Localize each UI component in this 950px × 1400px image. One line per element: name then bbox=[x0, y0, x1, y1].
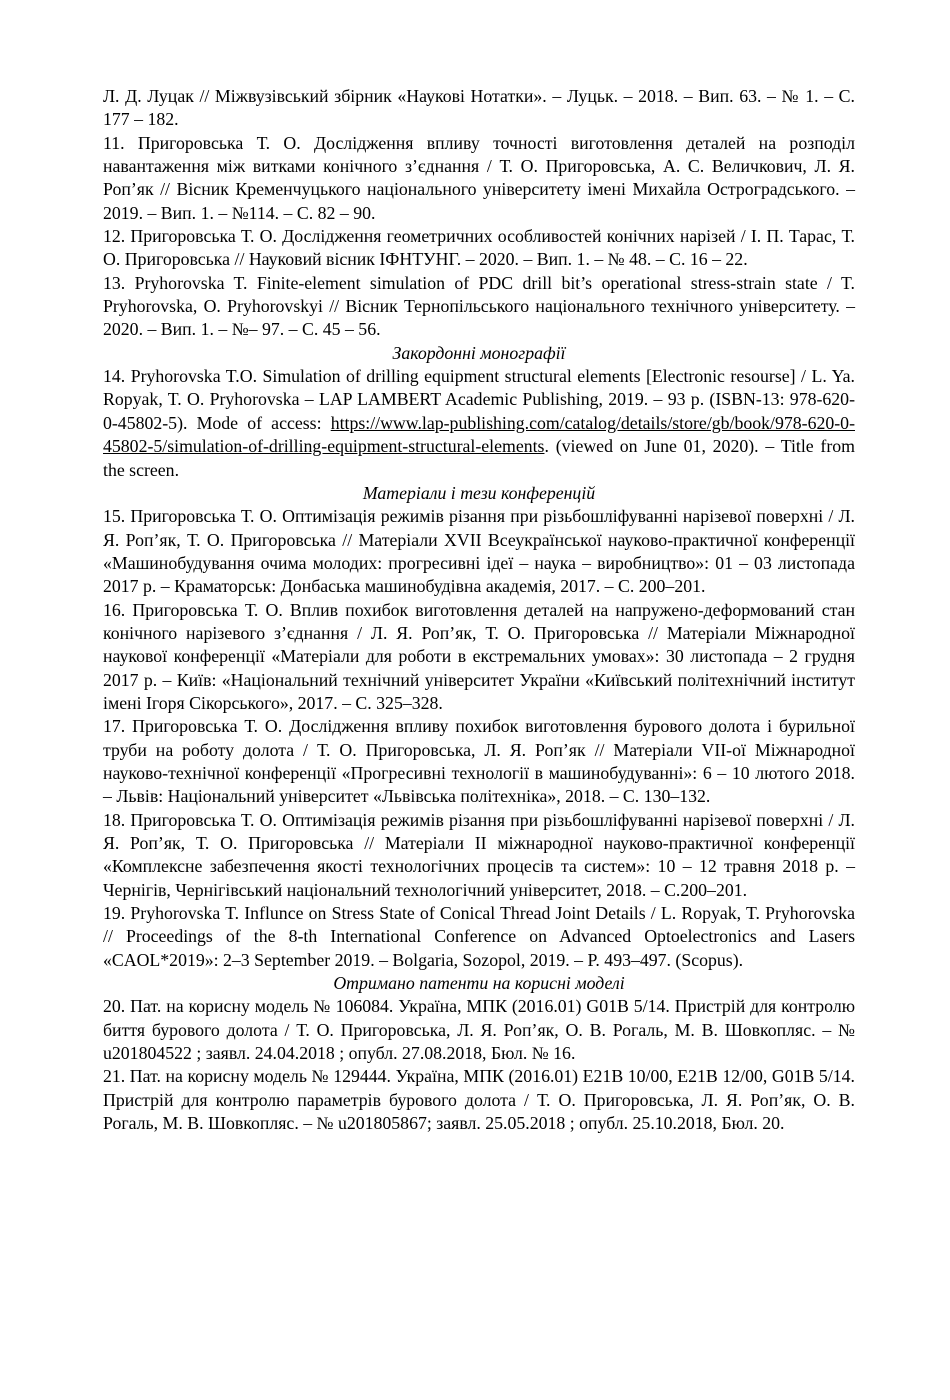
section-heading-conference-materials bbox=[103, 482, 855, 505]
entry-text: 12. Пригоровська Т. О. Дослідження геометричних особливостей конічних нарізей / І. П. Тарас, Т. О. Пригоровська // Науковий вісник ІФНТУНГ. – 2020. – Вип. 1. – № 48. – С. 16 – 22. bbox=[103, 226, 855, 270]
entry-text: Матеріали і тези конференцій bbox=[362, 482, 596, 503]
bibliography-entry-10-continuation bbox=[103, 85, 855, 132]
entry-text: . (viewed on June 01, 2020). – Title from the screen. bbox=[103, 436, 855, 480]
bibliography-entry-17 bbox=[103, 715, 855, 808]
entry-text: 11. Пригоровська Т. О. Дослідження впливу точності виготовлення деталей на розподіл навантаження між витками конічного з’єднання / Т. О. Пригоровська, А. С. Величкович, Л. Я. Роп’як // Вісник Кременчуцького національного університету імені Михайла Остроградського. – 2019. – Вип. 1. – №114. – С. 82 – 90. bbox=[103, 132, 855, 223]
entry-text: 13. Pryhorovska T. Finite-element simulation of PDC drill bit’s operational stress-strain state / T. Pryhorovska, O. Pryhorovskyi // Вісник Тернопільського національного технічного університету. – 2020. – Вип. 1. – №– 97. – С. 45 – 56. bbox=[103, 272, 855, 340]
section-heading-foreign-monographs bbox=[103, 342, 855, 365]
bibliography-entry-21 bbox=[103, 1065, 855, 1135]
bibliography-entry-20 bbox=[103, 995, 855, 1065]
entry-text: Отримано патенти на корисні моделі bbox=[333, 973, 625, 994]
entry-text: 14. Pryhorovska T.O. Simulation of drilling equipment structural elements [Electronic resourse] / L. Ya. Ropyak, T. O. Pryhorovska – LAP LAMBERT Academic Publishing, 2019. – 93 p. (ISBN-13: 978-620-0-45802-5). Mode of access: bbox=[103, 366, 855, 433]
bibliography-entry-12 bbox=[103, 225, 855, 272]
bibliography-entry-15 bbox=[103, 505, 855, 598]
entry-text: 16. Пригоровська Т. О. Вплив похибок виготовлення деталей на напружено-деформований стан конічного нарізевого з’єднання / Л. Я. Роп’як, Т. О. Пригоровська // Матеріали Міжнародної наукової конференції «Матеріали для роботи в екстремальних умовах»: 30 листопада – 2 грудня 2017 р. – Київ: «Національний технічний університет України «Київський політехнічний інститут імені Ігоря Сікорського», 2017. – С. 325–328. bbox=[103, 599, 855, 713]
bibliography-entry-13 bbox=[103, 272, 855, 342]
entry-text: Л. Д. Луцак // Міжвузівський збірник «Наукові Нотатки». – Луцьк. – 2018. – Вип. 63. – № 1. – С. 177 – 182. bbox=[103, 86, 855, 130]
bibliography-entry-19 bbox=[103, 902, 855, 972]
document-body bbox=[103, 85, 855, 1135]
entry-text: 18. Пригоровська Т. О. Оптимізація режимів різання при різьбошліфуванні нарізевої поверхні / Л. Я. Роп’як, Т. О. Пригоровська // Матеріали ІІ міжнародної науково-практичної конференції «Комплексне забезпечення якості технологічних процесів та систем»: 10 – 12 травня 2018 р. – Чернігів, Чернігівський національний технологічний університет, 2018. – С.200–201. bbox=[103, 809, 855, 900]
entry-text: 21. Пат. на корисну модель № 129444. Україна, МПК (2016.01) Е21В 10/00, Е21В 12/00, G01B 5/14. Пристрій для контролю параметрів бурового долота / Т. О. Пригоровська, Л. Я. Роп’як, О. В. Рогаль, М. В. Шовкопляс. – № u201805867; заявл. 25.05.2018 ; опубл. 25.10.2018, Бюл. 20. bbox=[103, 1066, 855, 1134]
entry-text: 20. Пат. на корисну модель № 106084. Україна, МПК (2016.01) G01B 5/14. Пристрій для контролю биття бурового долота / Т. О. Пригоровська, Л. Я. Роп’як, О. В. Рогаль, М. В. Шовкопляс. – № u201804522 ; заявл. 24.04.2018 ; опубл. 27.08.2018, Бюл. № 16. bbox=[103, 996, 855, 1064]
bibliography-entry-16 bbox=[103, 599, 855, 716]
entry-text: Закордонні монографії bbox=[392, 342, 566, 363]
entry-text: 17. Пригоровська Т. О. Дослідження впливу похибок виготовлення бурового долота і бурильної труби на роботу долота / Т. О. Пригоровська, Л. Я. Роп’як // Матеріали VII-ої Міжнародної науково-технічної конференції «Прогресивні технології в машинобудуванні»: 6 – 10 лютого 2018. – Львів: Національний університет «Львівська політехніка», 2018. – С. 130–132. bbox=[103, 716, 855, 807]
entry-text: 19. Pryhorovska T. Influnce on Stress State of Conical Thread Joint Details / L. Ropyak, T. Pryhorovska // Proceedings of the 8-th International Conference on Advanced Optoelectronics and Lasers «CAOL*2019»: 2–3 September 2019. – Bolgaria, Sozopol, 2019. – P. 493–497. (Scopus). bbox=[103, 903, 855, 970]
entry-text: 15. Пригоровська Т. О. Оптимізація режимів різання при різьбошліфуванні нарізевої поверхні / Л. Я. Роп’як, Т. О. Пригоровська // Матеріали XVII Всеукраїнської науково-практичної конференції «Машинобудування очима молодих: прогресивні ідеї – наука – виробництво»: 01 – 03 листопада 2017 р. – Краматорськ: Донбаська машинобудівна академія, 2017. – С. 200–201. bbox=[103, 506, 855, 597]
bibliography-entry-14 bbox=[103, 365, 855, 482]
section-heading-patents bbox=[103, 972, 855, 995]
bibliography-entry-11 bbox=[103, 132, 855, 225]
bibliography-entry-18 bbox=[103, 809, 855, 902]
lap-publishing-url-link[interactable]: https://www.lap-publishing.com/catalog/details/store/gb/book/978-620-0-45802-5/simulation-of-drilling-equipment-structural-elements bbox=[103, 412, 855, 457]
